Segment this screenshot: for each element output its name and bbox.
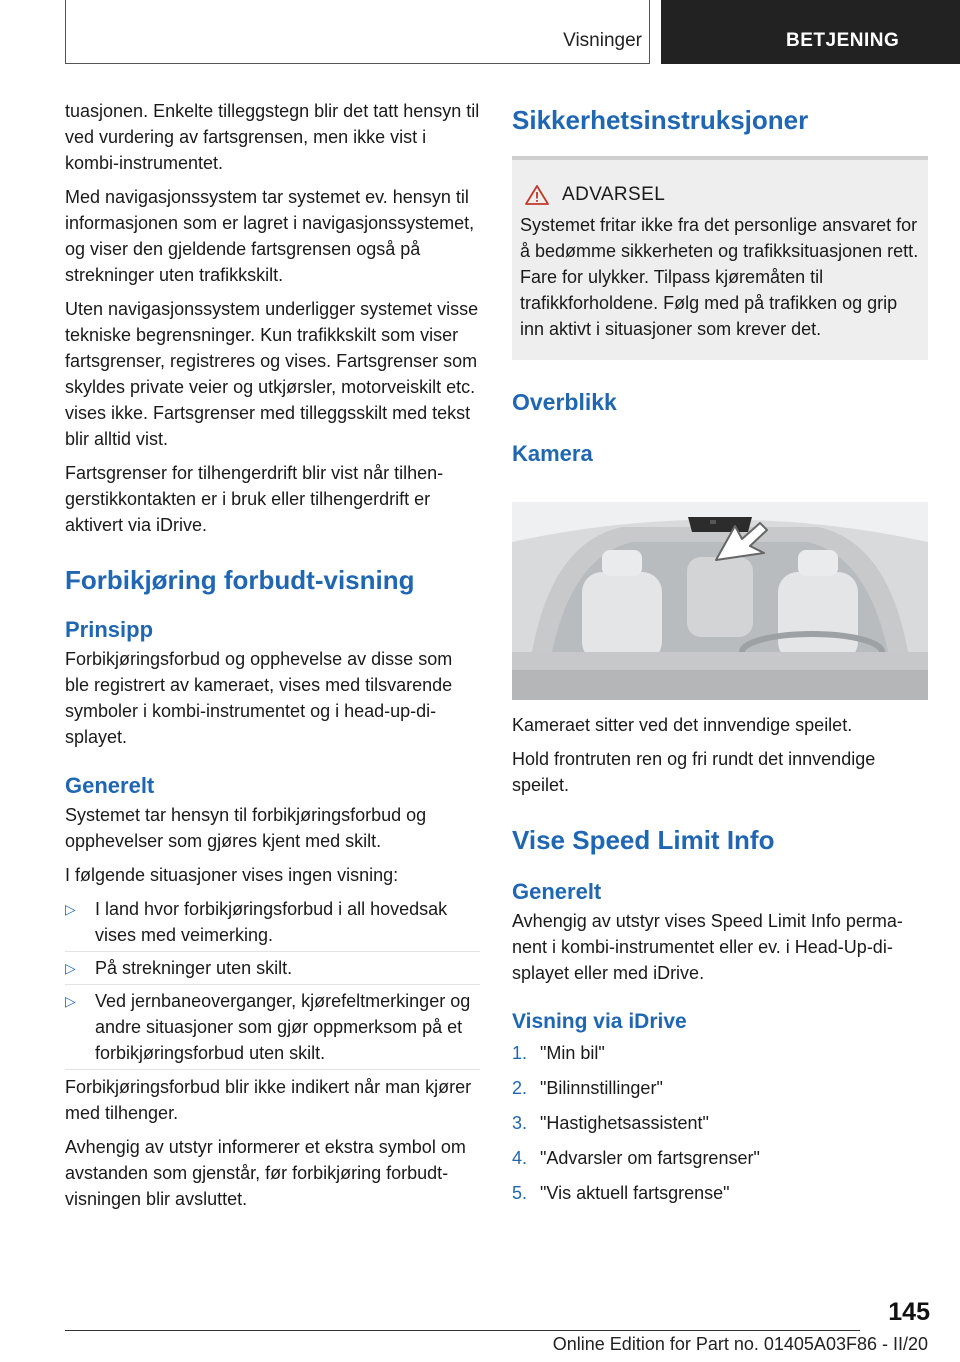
- warning-box: [512, 156, 928, 360]
- header-divider-right: [649, 0, 650, 64]
- subsection-heading: Generelt: [65, 773, 155, 798]
- triangle-bullet-icon: ▷: [65, 901, 76, 917]
- step-number: 3.: [512, 1113, 528, 1133]
- triangle-bullet-icon: ▷: [65, 993, 76, 1009]
- divider: [65, 951, 480, 952]
- warning-text: Systemet fritar ikke fra det personlige ansvaret for å bedømme sikkerheten og trafikksituasjonen rett. Fare for ulykker. Tilpass kjøremåten til trafikkforholdene. Følg med på trafikken og grip inn aktivt i situasjoner som krever det.: [520, 215, 919, 339]
- subsection-heading: Prinsipp: [65, 617, 154, 642]
- step-text: "Advarsler om fartsgrenser": [540, 1148, 760, 1168]
- paragraph: I følgende situasjoner vises ingen visning:: [65, 865, 399, 885]
- page-number: 145: [888, 1298, 930, 1326]
- step-number: 2.: [512, 1078, 528, 1098]
- divider: [65, 1069, 480, 1070]
- paragraph: Kameraet sitter ved det innvendige speilet.: [512, 715, 853, 735]
- warning-triangle-icon: [524, 184, 550, 206]
- step-number: 4.: [512, 1148, 528, 1168]
- left-column: [65, 98, 480, 1220]
- list-item: [512, 1145, 928, 1171]
- list-item: [512, 1075, 928, 1101]
- section-heading: Forbikjøring forbudt-visning: [65, 565, 415, 595]
- step-text: "Hastighetsassistent": [540, 1113, 709, 1133]
- warning-title: ADVARSEL: [562, 184, 666, 205]
- subsection-heading: Generelt: [512, 879, 602, 904]
- paragraph: Systemet tar hensyn til forbikjøringsforbud og opphevelser som gjøres kjent med skilt.: [65, 805, 427, 851]
- step-text: "Min bil": [540, 1043, 605, 1063]
- step-number: 1.: [512, 1043, 528, 1063]
- paragraph: Uten navigasjonssystem underligger systemet visse tekniske begrensninger. Kun trafikkskilt som viser fartsgrenser, registreres og vises. Fartsgrenser som skyldes private veier og utkjørsler, motorveiskilt etc. vises ikke. Fartsgrenser med tilleggsskilt med tekst blir alltid vist.: [65, 299, 479, 449]
- subsection-heading: Visning via iDrive: [512, 1010, 687, 1033]
- footer-edition: Online Edition for Part no. 01405A03F86 - II/20: [552, 1334, 928, 1354]
- bullet-list: [65, 896, 480, 1066]
- footer-divider: [65, 1330, 860, 1331]
- paragraph: Forbikjøringsforbud og opphevelse av disse som ble registrert av kameraet, vises med tilsvarende symboler i kombi-instrumentet og i head-up-displayet.: [65, 649, 453, 747]
- paragraph: Med navigasjonssystem tar systemet ev. hensyn til informasjonen som er lagret i navigasjonssystemet, og viser den gjeldende fartsgrensen også på strekninger uten trafikkskilt.: [65, 187, 475, 285]
- chapter-tab: BETJENING: [661, 0, 960, 64]
- steps-list: [512, 1040, 928, 1206]
- paragraph: Hold frontruten ren og fri rundt det innvendige speilet.: [512, 749, 876, 795]
- section-heading: Sikkerhetsinstruksjoner: [512, 105, 809, 135]
- list-item: ▷ Ved jernbaneoverganger, kjørefeltmerkinger og andre situasjoner som gjør oppmerksom på et forbikjøringsforbud uten skilt.: [65, 988, 480, 1066]
- warning-header: [520, 182, 920, 208]
- step-text: "Bilinnstillinger": [540, 1078, 663, 1098]
- subsection-heading: Kamera: [512, 441, 593, 466]
- triangle-bullet-icon: ▷: [65, 960, 76, 976]
- paragraph: Avhengig av utstyr vises Speed Limit Info permanent i kombi-instrumentet eller ev. i Head-Up-displayet eller med iDrive.: [512, 911, 903, 983]
- step-number: 5.: [512, 1183, 528, 1203]
- list-item: [512, 1110, 928, 1136]
- paragraph: Avhengig av utstyr informerer et ekstra symbol om avstanden som gjenstår, før forbikjøring forbudt-visningen blir avsluttet.: [65, 1137, 466, 1209]
- divider: [65, 984, 480, 985]
- header-divider-left: [65, 0, 66, 64]
- list-item: ▷ I land hvor forbikjøringsforbud i all hovedsak vises med veimerking.: [65, 896, 480, 948]
- header-underline: [65, 63, 650, 64]
- right-column: [512, 98, 928, 1215]
- step-text: "Vis aktuell fartsgrense": [540, 1183, 730, 1203]
- paragraph: Forbikjøringsforbud blir ikke indikert når man kjører med tilhenger.: [65, 1077, 472, 1123]
- paragraph: tuasjonen. Enkelte tilleggstegn blir det tatt hensyn til ved vurdering av fartsgrensen, men ikke vist i kombi-instrumentet.: [65, 101, 480, 173]
- list-item: [512, 1180, 928, 1206]
- camera-location-photo: [512, 502, 928, 700]
- list-item: ▷ På strekninger uten skilt.: [65, 955, 480, 981]
- paragraph: Fartsgrenser for tilhengerdrift blir vist når tilhengerstikkontakten er i bruk eller tilhengerdrift er aktivert via iDrive.: [65, 463, 444, 535]
- section-heading: Overblikk: [512, 389, 617, 415]
- section-heading: Vise Speed Limit Info: [512, 825, 775, 855]
- header-section-title: Visninger: [563, 30, 642, 51]
- list-item: [512, 1040, 928, 1066]
